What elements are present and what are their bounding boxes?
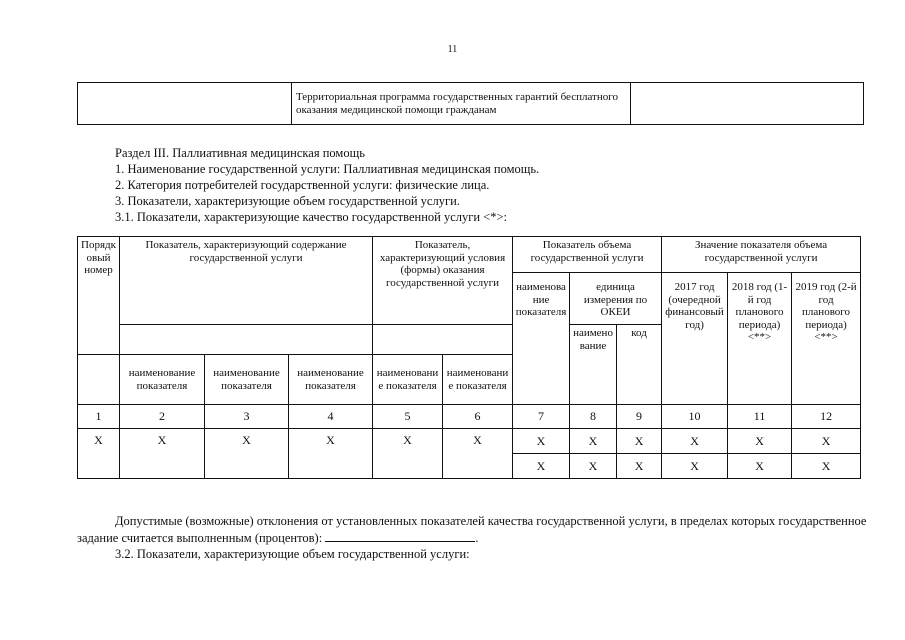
table-cell: Х [120, 429, 205, 479]
quality-indicators-table [77, 236, 861, 479]
header-order-number: Порядковый номер [78, 237, 120, 355]
table-cell: Х [792, 454, 861, 479]
header-conditions-spacer [373, 325, 513, 355]
column-number: 12 [792, 405, 861, 429]
header-year-2018: 2018 год (1-й год планового периода) <**> [728, 273, 792, 405]
header-unit-name: наименование [570, 325, 617, 405]
header-order-spacer [78, 355, 120, 405]
header-content-spacer [120, 325, 373, 355]
column-number: 2 [120, 405, 205, 429]
header-volume-indicator-name: наименование показателя [513, 273, 570, 405]
quality-indicators-line: 3.1. Показатели, характеризующие качество государственной услуги <*>: [115, 210, 508, 224]
section-title: Раздел III. Паллиативная медицинская помощь [115, 146, 365, 160]
table-cell: Х [728, 454, 792, 479]
table-cell: Х [728, 429, 792, 454]
table-cell: Х [662, 429, 728, 454]
table-cell: Х [792, 429, 861, 454]
column-number: 8 [570, 405, 617, 429]
page-number: 11 [447, 44, 458, 55]
table-cell: Х [617, 454, 662, 479]
column-number: 5 [373, 405, 443, 429]
column-number: 9 [617, 405, 662, 429]
header-content-name-2: наименование показателя [205, 355, 289, 405]
column-number: 10 [662, 405, 728, 429]
header-cell-program: Территориальная программа государственных гарантий бесплатного оказания медицинской помощи гражданам [292, 83, 631, 125]
deviation-blank-field[interactable] [325, 529, 475, 542]
table-cell: Х [289, 429, 373, 479]
header-okei-unit: единица измерения по ОКЕИ [570, 273, 662, 325]
table-cell: Х [570, 454, 617, 479]
table-cell: Х [78, 429, 120, 479]
table-cell: Х [373, 429, 443, 479]
column-number: 11 [728, 405, 792, 429]
header-conditions-indicator: Показатель, характеризующий условия (формы) оказания государственной услуги [373, 237, 513, 325]
header-year-2019: 2019 год (2-й год планового периода) <**> [792, 273, 861, 405]
table-cell: Х [205, 429, 289, 479]
header-unit-code: код [617, 325, 662, 405]
intro-block [115, 145, 539, 225]
column-number: 1 [78, 405, 120, 429]
column-number: 3 [205, 405, 289, 429]
deviation-text: Допустимые (возможные) отклонения от установленных показателей качества государственной услуги, в пределах которых государственное задание считается выполненным (процентов): [77, 514, 867, 545]
column-number: 6 [443, 405, 513, 429]
header-conditions-name-1: наименование показателя [373, 355, 443, 405]
table-cell: Х [662, 454, 728, 479]
header-conditions-name-2: наименование показателя [443, 355, 513, 405]
volume-indicators-line: 3. Показатели, характеризующие объем государственной услуги. [115, 194, 460, 208]
table-cell: Х [513, 454, 570, 479]
after-table-text [77, 513, 867, 562]
service-name-line: 1. Наименование государственной услуги: Паллиативная медицинская помощь. [115, 162, 540, 176]
consumer-category-line: 2. Категория потребителей государственной услуги: физические лица. [115, 178, 490, 192]
table-row [78, 429, 861, 454]
header-volume-indicator: Показатель объема государственной услуги [513, 237, 662, 273]
header-table [77, 82, 864, 125]
table-cell: Х [570, 429, 617, 454]
column-number: 4 [289, 405, 373, 429]
table-cell: Х [617, 429, 662, 454]
header-cell-left [78, 83, 292, 125]
column-number-row [78, 405, 861, 429]
table-cell: Х [513, 429, 570, 454]
header-volume-value: Значение показателя объема государственной услуги [662, 237, 861, 273]
header-content-name-3: наименование показателя [289, 355, 373, 405]
header-content-indicator: Показатель, характеризующий содержание государственной услуги [120, 237, 373, 325]
deviation-paragraph [77, 513, 867, 546]
deviation-period: . [475, 531, 479, 545]
header-year-2017: 2017 год (очередной финансовый год) [662, 273, 728, 405]
table-cell: Х [443, 429, 513, 479]
header-cell-right [631, 83, 864, 125]
column-number: 7 [513, 405, 570, 429]
volume-section-heading: 3.2. Показатели, характеризующие объем государственной услуги: [115, 547, 470, 561]
header-content-name-1: наименование показателя [120, 355, 205, 405]
